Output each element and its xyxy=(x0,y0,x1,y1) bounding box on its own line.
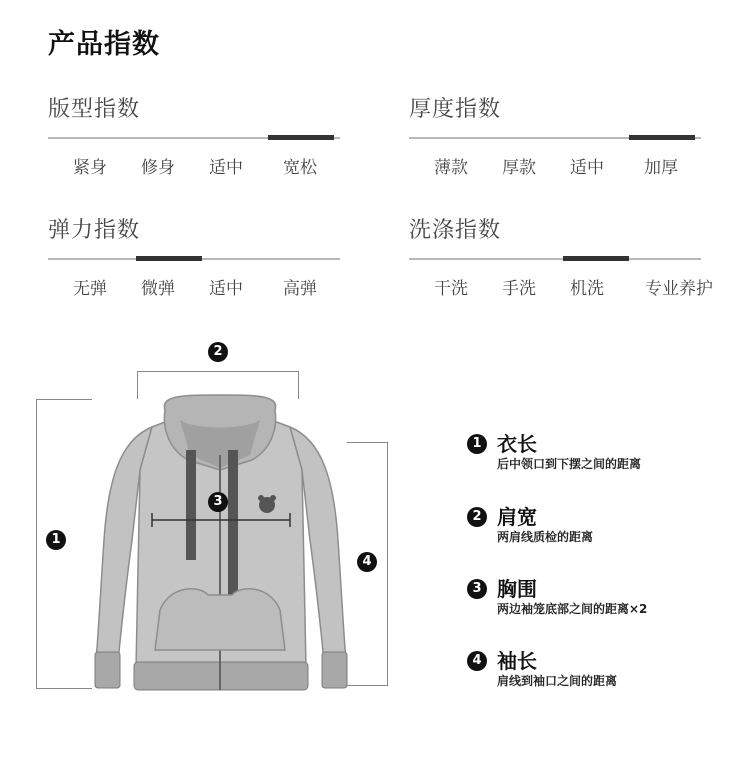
legend-3-badge: 3 xyxy=(467,579,487,599)
jacket-body xyxy=(95,395,347,690)
thickness-option-thin: 薄款 xyxy=(434,158,468,178)
washing-option-professional-care: 专业养护 xyxy=(645,279,713,299)
elasticity-index-label: 弹力指数 xyxy=(48,218,141,243)
elasticity-option-regular: 适中 xyxy=(209,279,243,299)
page-title: 产品指数 xyxy=(48,29,160,60)
fit-option-loose: 宽松 xyxy=(283,158,317,178)
elasticity-option-slight: 微弹 xyxy=(141,279,175,299)
legend-4-title: 袖长 xyxy=(497,649,537,673)
washing-option-machine-wash: 机洗 xyxy=(570,279,604,299)
thickness-index-label: 厚度指数 xyxy=(409,97,502,122)
marker-3-badge: 3 xyxy=(208,492,228,512)
thickness-option-regular: 适中 xyxy=(570,158,604,178)
legend-1-title: 衣长 xyxy=(497,432,537,456)
elasticity-option-high: 高弹 xyxy=(283,279,317,299)
legend-2-badge: 2 xyxy=(467,507,487,527)
legend-3-title: 胸围 xyxy=(497,577,537,601)
fit-option-regular: 适中 xyxy=(209,158,243,178)
legend-2-title: 肩宽 xyxy=(497,505,537,529)
marker-4-badge: 4 xyxy=(357,552,377,572)
washing-index-label: 洗涤指数 xyxy=(409,218,502,243)
thickness-option-thick: 厚款 xyxy=(502,158,536,178)
elasticity-option-none: 无弹 xyxy=(73,279,107,299)
thickness-option-extra-thick: 加厚 xyxy=(644,158,678,178)
legend-4-desc: 肩线到袖口之间的距离 xyxy=(497,674,618,688)
washing-option-dry-clean: 干洗 xyxy=(434,279,468,299)
washing-option-hand-wash: 手洗 xyxy=(502,279,536,299)
legend-2-desc: 两肩线质检的距离 xyxy=(497,530,594,544)
legend-3-desc: 两边袖笼底部之间的距离×2 xyxy=(497,602,648,616)
legend-1-badge: 1 xyxy=(467,434,487,454)
fit-option-slim: 修身 xyxy=(141,158,175,178)
fit-option-tight: 紧身 xyxy=(73,158,107,178)
legend-4-badge: 4 xyxy=(467,651,487,671)
legend-1-desc: 后中领口到下摆之间的距离 xyxy=(497,457,642,471)
marker-1-badge: 1 xyxy=(46,530,66,550)
marker-2-badge: 2 xyxy=(208,342,228,362)
fit-index-label: 版型指数 xyxy=(48,97,141,122)
